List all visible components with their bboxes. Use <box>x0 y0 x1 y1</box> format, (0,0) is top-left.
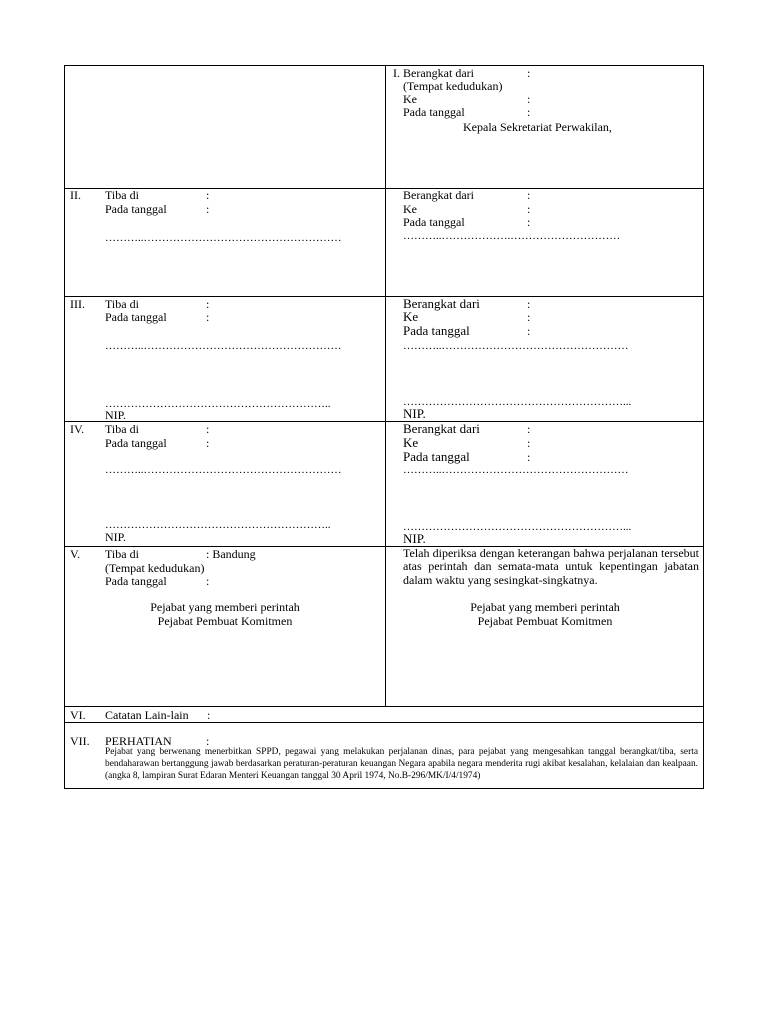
section-vii-label: PERHATIAN <box>105 734 172 748</box>
section-ii-tiba-label: Tiba di <box>105 188 139 202</box>
section-v-pejabat-left-1: Pejabat yang memberi perintah <box>150 600 300 614</box>
section-iv-ke-label: Ke <box>403 435 419 450</box>
section-iv-tiba-label: Tiba di <box>105 422 139 436</box>
colon: : <box>527 450 531 464</box>
colon: : <box>527 66 531 80</box>
form-table <box>64 65 704 789</box>
section-iv-number: IV. <box>70 422 85 436</box>
section-ii-ke-label: Ke <box>403 202 417 216</box>
row-divider-2 <box>64 296 704 297</box>
section-i-berangkat-label: Berangkat dari <box>403 66 474 80</box>
colon: : <box>206 734 210 748</box>
section-iii-signature-line-left: ………..……………………………………………… <box>105 340 342 352</box>
colon: : <box>527 215 531 229</box>
section-v-tanggal-label: Pada tanggal <box>105 574 167 588</box>
row-divider-5 <box>64 706 704 707</box>
section-ii-tanggal-label: Pada tanggal <box>105 202 167 216</box>
section-vi-number: VI. <box>70 708 86 722</box>
colon: : <box>527 92 531 106</box>
section-ii-tanggal-right-label: Pada tanggal <box>403 215 465 229</box>
colon: : <box>206 188 210 202</box>
section-ii-berangkat-label: Berangkat dari <box>403 188 474 202</box>
section-iv-signature-line-right: ………..…………………………………………… <box>403 464 629 476</box>
section-iii-ke-label: Ke <box>403 309 419 324</box>
section-iii-number: III. <box>70 297 85 311</box>
section-ii-signature-line-left: ………..……………………………………………… <box>105 232 342 244</box>
section-i-tempat-label: (Tempat kedudukan) <box>403 79 503 93</box>
section-v-tempat-label: (Tempat kedudukan) <box>105 561 205 575</box>
section-iii-name-line-right: ……………………………………………………... <box>403 396 632 408</box>
section-iii-tiba-label: Tiba di <box>105 297 139 311</box>
row-divider-6 <box>64 722 704 723</box>
colon: : <box>206 574 210 588</box>
section-i-tanggal-label: Pada tanggal <box>403 105 465 119</box>
colon: : <box>206 436 210 450</box>
colon: : <box>527 297 531 311</box>
colon: : <box>527 188 531 202</box>
section-i-number: I. <box>393 66 400 80</box>
colon: : <box>206 422 210 436</box>
section-iii-tanggal-label: Pada tanggal <box>105 310 167 324</box>
section-v-pejabat-right-1: Pejabat yang memberi perintah <box>470 600 620 614</box>
colon: : <box>527 436 531 450</box>
section-v-tiba-value: : Bandung <box>206 547 256 561</box>
section-v-pejabat-right-2: Pejabat Pembuat Komitmen <box>477 614 613 628</box>
colon: : <box>527 105 531 119</box>
section-iv-name-line-left: …………………………………………………….. <box>105 519 331 531</box>
row-divider-3 <box>64 421 704 422</box>
section-iv-tanggal-label: Pada tanggal <box>105 436 167 450</box>
section-iv-tanggal-right-label: Pada tanggal <box>403 449 470 464</box>
colon: : <box>527 202 531 216</box>
section-v-statement: Telah diperiksa dengan keterangan bahwa perjalanan tersebut atas perintah dan semata-mata untuk kepentingan jabatan dalam waktu yang sesingkat-singkatnya. <box>403 546 699 587</box>
section-iv-berangkat-label: Berangkat dari <box>403 421 480 436</box>
colon: : <box>206 202 210 216</box>
section-vi-label: Catatan Lain-lain <box>105 708 189 722</box>
colon: : <box>206 297 210 311</box>
colon: : <box>527 310 531 324</box>
column-divider <box>385 65 386 706</box>
row-divider-1 <box>64 188 704 189</box>
section-ii-signature-line-right: ………..……………….………………………… <box>403 230 621 242</box>
section-i-ke-label: Ke <box>403 92 417 106</box>
section-iv-signature-line-left: ………..……………………………………………… <box>105 464 342 476</box>
section-iv-nip-right: NIP. <box>403 531 426 546</box>
section-v-pejabat-left-2: Pejabat Pembuat Komitmen <box>157 614 293 628</box>
colon: : <box>527 324 531 338</box>
section-i-signatory: Kepala Sekretariat Perwakilan, <box>463 120 612 134</box>
colon: : <box>206 310 210 324</box>
section-iii-berangkat-label: Berangkat dari <box>403 296 480 311</box>
section-vii-number: VII. <box>70 734 90 748</box>
section-iii-tanggal-right-label: Pada tanggal <box>403 323 470 338</box>
section-iii-signature-line-right: ………..…………………………………………… <box>403 340 629 352</box>
section-iii-nip-right: NIP. <box>403 406 426 421</box>
colon: : <box>207 708 211 722</box>
section-v-tiba-label: Tiba di <box>105 547 139 561</box>
section-iii-nip-left: NIP. <box>105 408 127 422</box>
section-vii-notice-text: Pejabat yang berwenang menerbitkan SPPD, pegawai yang melakukan perjalanan dinas, para pejabat yang mengesahkan tanggal berangkat/tiba, serta bendaharawan bertanggung jawab berdasarkan peraturan-peraturan keuangan Negara apabila negara menderita rugi akibat kesalahan, kelalaian dan kealpaan. (angka 8, lampiran Surat Edaran Menteri Keuangan tanggal 30 April 1974, No.B-296/MK/I/4/1974) <box>105 747 698 781</box>
section-ii-number: II. <box>70 188 81 202</box>
section-iii-name-line-left: …………………………………………………….. <box>105 398 331 410</box>
colon: : <box>527 422 531 436</box>
section-v-number: V. <box>70 547 81 561</box>
section-iv-name-line-right: ……………………………………………………... <box>403 521 632 533</box>
section-iv-nip-left: NIP. <box>105 530 127 544</box>
